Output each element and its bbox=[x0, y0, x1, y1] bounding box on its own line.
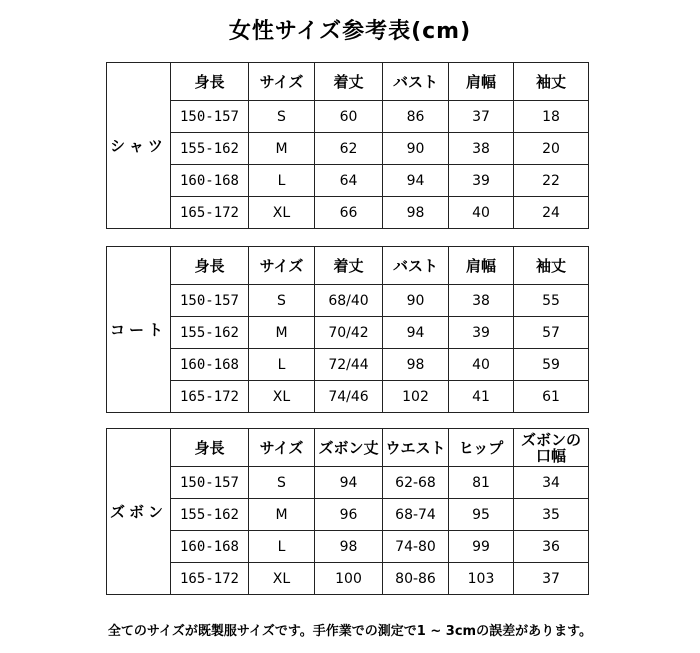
table-cell: 94 bbox=[315, 467, 383, 499]
table-cell: 60 bbox=[315, 101, 383, 133]
header-hem-width: ズボンの口幅 bbox=[514, 429, 589, 467]
table-cell: M bbox=[249, 133, 315, 165]
shirt-category-label: シャツ bbox=[107, 63, 171, 229]
table-cell: 155-162 bbox=[171, 133, 249, 165]
pants-size-table bbox=[106, 428, 589, 595]
table-cell: 160-168 bbox=[171, 165, 249, 197]
table-cell: 96 bbox=[315, 499, 383, 531]
table-cell: 62 bbox=[315, 133, 383, 165]
table-row bbox=[107, 531, 589, 563]
table-cell: S bbox=[249, 101, 315, 133]
header-height: 身長 bbox=[171, 429, 249, 467]
table-cell: S bbox=[249, 467, 315, 499]
table-row bbox=[107, 133, 589, 165]
table-cell: 35 bbox=[514, 499, 589, 531]
table-row bbox=[107, 563, 589, 595]
table-cell: 68-74 bbox=[383, 499, 449, 531]
table-cell: 160-168 bbox=[171, 349, 249, 381]
table-cell: 61 bbox=[514, 381, 589, 413]
table-cell: 64 bbox=[315, 165, 383, 197]
table-header-row bbox=[107, 63, 589, 101]
table-row bbox=[107, 197, 589, 229]
table-cell: 20 bbox=[514, 133, 589, 165]
table-cell: 41 bbox=[449, 381, 514, 413]
table-cell: M bbox=[249, 317, 315, 349]
table-cell: 39 bbox=[449, 165, 514, 197]
table-cell: M bbox=[249, 499, 315, 531]
table-cell: 37 bbox=[449, 101, 514, 133]
table-cell: S bbox=[249, 285, 315, 317]
coat-category-label: コート bbox=[107, 247, 171, 413]
chart-title: 女性サイズ参考表(cm) bbox=[228, 19, 472, 44]
table-cell: XL bbox=[249, 197, 315, 229]
table-cell: 100 bbox=[315, 563, 383, 595]
table-cell: 68/40 bbox=[315, 285, 383, 317]
table-cell: 59 bbox=[514, 349, 589, 381]
table-header-row bbox=[107, 247, 589, 285]
header-length: 着丈 bbox=[315, 63, 383, 101]
table-cell: 38 bbox=[449, 133, 514, 165]
header-size: サイズ bbox=[249, 247, 315, 285]
table-cell: 40 bbox=[449, 197, 514, 229]
table-cell: 165-172 bbox=[171, 563, 249, 595]
header-sleeve: 袖丈 bbox=[514, 247, 589, 285]
header-height: 身長 bbox=[171, 63, 249, 101]
header-shoulder: 肩幅 bbox=[449, 247, 514, 285]
table-cell: 57 bbox=[514, 317, 589, 349]
table-cell: 98 bbox=[383, 349, 449, 381]
table-cell: 39 bbox=[449, 317, 514, 349]
shirt-size-table bbox=[106, 62, 589, 229]
table-cell: 90 bbox=[383, 133, 449, 165]
table-cell: L bbox=[249, 165, 315, 197]
footer-note: 全てのサイズが既製服サイズです。手作業での測定で1 ~ 3cmの誤差があります。 bbox=[107, 624, 593, 639]
table-cell: 98 bbox=[315, 531, 383, 563]
table-cell: 70/42 bbox=[315, 317, 383, 349]
table-row bbox=[107, 467, 589, 499]
table-cell: 95 bbox=[449, 499, 514, 531]
header-hip: ヒップ bbox=[449, 429, 514, 467]
table-cell: 55 bbox=[514, 285, 589, 317]
header-bust: バスト bbox=[383, 247, 449, 285]
header-length: 着丈 bbox=[315, 247, 383, 285]
header-bust: バスト bbox=[383, 63, 449, 101]
table-cell: L bbox=[249, 531, 315, 563]
table-cell: 90 bbox=[383, 285, 449, 317]
table-cell: 74-80 bbox=[383, 531, 449, 563]
table-cell: 103 bbox=[449, 563, 514, 595]
table-cell: 34 bbox=[514, 467, 589, 499]
table-cell: 150-157 bbox=[171, 101, 249, 133]
table-cell: 94 bbox=[383, 165, 449, 197]
header-size: サイズ bbox=[249, 429, 315, 467]
table-cell: 80-86 bbox=[383, 563, 449, 595]
header-pants-length: ズボン丈 bbox=[315, 429, 383, 467]
table-cell: XL bbox=[249, 381, 315, 413]
header-waist: ウエスト bbox=[383, 429, 449, 467]
table-cell: 36 bbox=[514, 531, 589, 563]
table-row bbox=[107, 101, 589, 133]
table-row bbox=[107, 381, 589, 413]
table-cell: 24 bbox=[514, 197, 589, 229]
table-cell: 155-162 bbox=[171, 317, 249, 349]
table-cell: 165-172 bbox=[171, 197, 249, 229]
table-cell: 74/46 bbox=[315, 381, 383, 413]
header-size: サイズ bbox=[249, 63, 315, 101]
table-cell: 86 bbox=[383, 101, 449, 133]
table-cell: 150-157 bbox=[171, 467, 249, 499]
table-cell: 81 bbox=[449, 467, 514, 499]
table-row bbox=[107, 349, 589, 381]
table-cell: 99 bbox=[449, 531, 514, 563]
table-cell: 66 bbox=[315, 197, 383, 229]
table-cell: 150-157 bbox=[171, 285, 249, 317]
table-cell: 18 bbox=[514, 101, 589, 133]
table-cell: 102 bbox=[383, 381, 449, 413]
header-shoulder: 肩幅 bbox=[449, 63, 514, 101]
table-cell: XL bbox=[249, 563, 315, 595]
table-cell: 155-162 bbox=[171, 499, 249, 531]
table-row bbox=[107, 317, 589, 349]
pants-category-label: ズボン bbox=[107, 429, 171, 595]
header-sleeve: 袖丈 bbox=[514, 63, 589, 101]
header-height: 身長 bbox=[171, 247, 249, 285]
table-cell: 98 bbox=[383, 197, 449, 229]
table-cell: 94 bbox=[383, 317, 449, 349]
table-cell: 22 bbox=[514, 165, 589, 197]
table-cell: 37 bbox=[514, 563, 589, 595]
table-row bbox=[107, 165, 589, 197]
table-header-row bbox=[107, 429, 589, 467]
table-cell: 40 bbox=[449, 349, 514, 381]
table-row bbox=[107, 285, 589, 317]
table-cell: L bbox=[249, 349, 315, 381]
table-cell: 165-172 bbox=[171, 381, 249, 413]
table-row bbox=[107, 499, 589, 531]
coat-size-table bbox=[106, 246, 589, 413]
table-cell: 160-168 bbox=[171, 531, 249, 563]
table-cell: 62-68 bbox=[383, 467, 449, 499]
table-cell: 38 bbox=[449, 285, 514, 317]
table-cell: 72/44 bbox=[315, 349, 383, 381]
